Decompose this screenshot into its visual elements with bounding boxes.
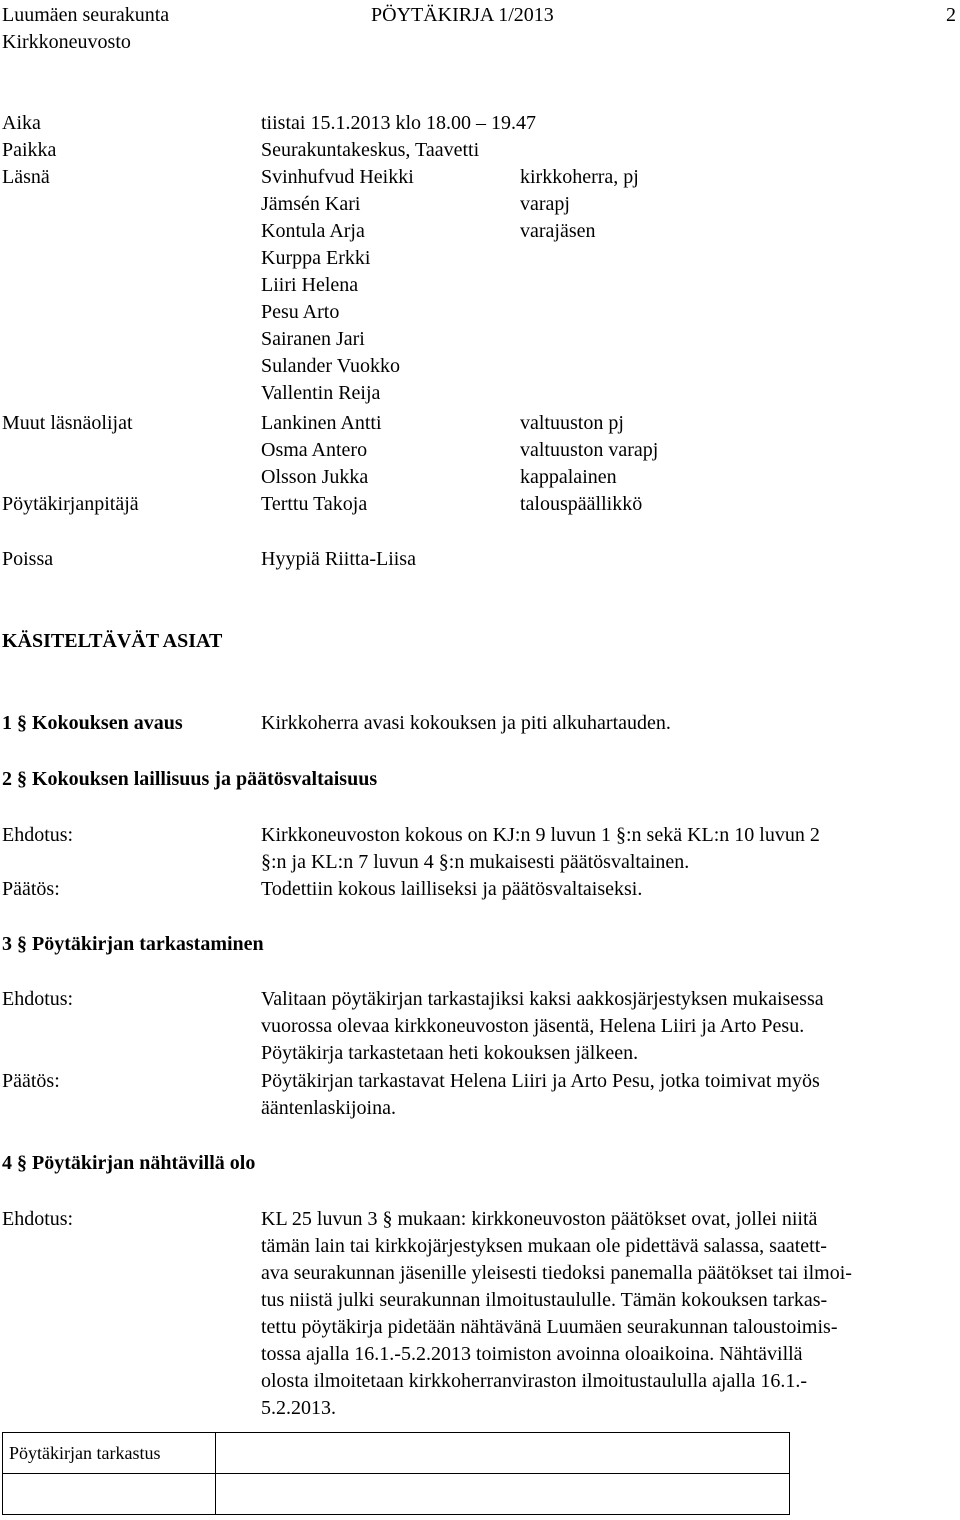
table-row (3, 1433, 790, 1474)
item4-line: ava seurakunnan jäsenille yleisesti tiedoksi panemalla päätökset tai ilmoi- (261, 1262, 852, 1284)
header-doc-title: PÖYTÄKIRJA 1/2013 (371, 4, 554, 26)
secretary-label: Pöytäkirjanpitäjä (2, 493, 139, 515)
header-org: Luumäen seurakunta (2, 4, 170, 26)
item4-line: olosta ilmoitetaan kirkkoherranviraston ilmoitustaululla ajalla 16.1.- (261, 1370, 807, 1392)
item1-title: 1 § Kokouksen avaus (2, 712, 183, 734)
signature-cell (3, 1474, 216, 1515)
time-label: Aika (2, 112, 41, 134)
item3-decision-line: Pöytäkirjan tarkastavat Helena Liiri ja Arto Pesu, jotka toimivat myös (261, 1070, 820, 1092)
item4-proposal-label: Ehdotus: (2, 1208, 74, 1230)
item3-proposal-line: Valitaan pöytäkirjan tarkastajiksi kaksi aakkosjärjestyksen mukaisessa (261, 988, 824, 1010)
present-name: Vallentin Reija (261, 382, 381, 404)
item4-line: 5.2.2013. (261, 1397, 336, 1419)
header-body: Kirkkoneuvosto (2, 31, 131, 53)
signature-cell (216, 1433, 790, 1474)
item2-proposal-label: Ehdotus: (2, 824, 74, 846)
others-label: Muut läsnäolijat (2, 412, 133, 434)
absent-label: Poissa (2, 548, 54, 570)
present-name: Kurppa Erkki (261, 247, 371, 269)
item4-line: tämän lain tai kirkkojärjestyksen mukaan ole pidettävä salassa, saatett- (261, 1235, 827, 1257)
present-name: Liiri Helena (261, 274, 359, 296)
item2-decision-text: Todettiin kokous lailliseksi ja päätösvaltaiseksi. (261, 878, 643, 900)
item2-decision-label: Päätös: (2, 878, 60, 900)
other-name: Osma Antero (261, 439, 368, 461)
absent-name: Hyypiä Riitta-Liisa (261, 548, 416, 570)
item2-title: 2 § Kokouksen laillisuus ja päätösvaltaisuus (2, 768, 378, 790)
secretary-role: talouspäällikkö (520, 493, 643, 515)
other-name: Lankinen Antti (261, 412, 382, 434)
item4-line: KL 25 luvun 3 § mukaan: kirkkoneuvoston päätökset ovat, jollei niitä (261, 1208, 818, 1230)
item4-title: 4 § Pöytäkirjan nähtävillä olo (2, 1152, 256, 1174)
present-role: varajäsen (520, 220, 596, 242)
item3-proposal-line: Pöytäkirja tarkastetaan heti kokouksen jälkeen. (261, 1042, 639, 1064)
present-name: Jämsén Kari (261, 193, 361, 215)
other-role: valtuuston pj (520, 412, 624, 434)
item3-decision-label: Päätös: (2, 1070, 60, 1092)
other-role: valtuuston varapj (520, 439, 659, 461)
present-role: varapj (520, 193, 570, 215)
present-name: Pesu Arto (261, 301, 340, 323)
review-table (2, 1432, 790, 1515)
present-name: Sulander Vuokko (261, 355, 400, 377)
other-role: kappalainen (520, 466, 617, 488)
present-label: Läsnä (2, 166, 50, 188)
item3-proposal-label: Ehdotus: (2, 988, 74, 1010)
item4-line: tettu pöytäkirja pidetään nähtävänä Luumäen seurakunnan taloustoimis- (261, 1316, 838, 1338)
item4-line: tossa ajalla 16.1.-5.2.2013 toimiston avoinna oloaikoina. Nähtävillä (261, 1343, 803, 1365)
item2-proposal-line: Kirkkoneuvoston kokous on KJ:n 9 luvun 1 §:n sekä KL:n 10 luvun 2 (261, 824, 820, 846)
item3-decision-line: ääntenlaskijoina. (261, 1097, 396, 1119)
item1-text: Kirkkoherra avasi kokouksen ja piti alkuhartauden. (261, 712, 671, 734)
review-label: Pöytäkirjan tarkastus (3, 1433, 216, 1474)
signature-cell (216, 1474, 790, 1515)
time-value: tiistai 15.1.2013 klo 18.00 – 19.47 (261, 112, 536, 134)
present-name: Svinhufvud Heikki (261, 166, 414, 188)
other-name: Olsson Jukka (261, 466, 369, 488)
place-label: Paikka (2, 139, 57, 161)
secretary-name: Terttu Takoja (261, 493, 368, 515)
place-value: Seurakuntakeskus, Taavetti (261, 139, 480, 161)
present-role: kirkkoherra, pj (520, 166, 639, 188)
item3-proposal-line: vuorossa olevaa kirkkoneuvoston jäsentä, Helena Liiri ja Arto Pesu. (261, 1015, 805, 1037)
item3-title: 3 § Pöytäkirjan tarkastaminen (2, 933, 264, 955)
item2-proposal-line: §:n ja KL:n 7 luvun 4 §:n mukaisesti päätösvaltainen. (261, 851, 690, 873)
agenda-heading: KÄSITELTÄVÄT ASIAT (2, 630, 223, 652)
header-page-number: 2 (946, 4, 956, 26)
present-name: Sairanen Jari (261, 328, 365, 350)
item4-line: tus niistä julki seurakunnan ilmoitustaululle. Tämän kokouksen tarkas- (261, 1289, 828, 1311)
present-name: Kontula Arja (261, 220, 365, 242)
table-row (3, 1474, 790, 1515)
